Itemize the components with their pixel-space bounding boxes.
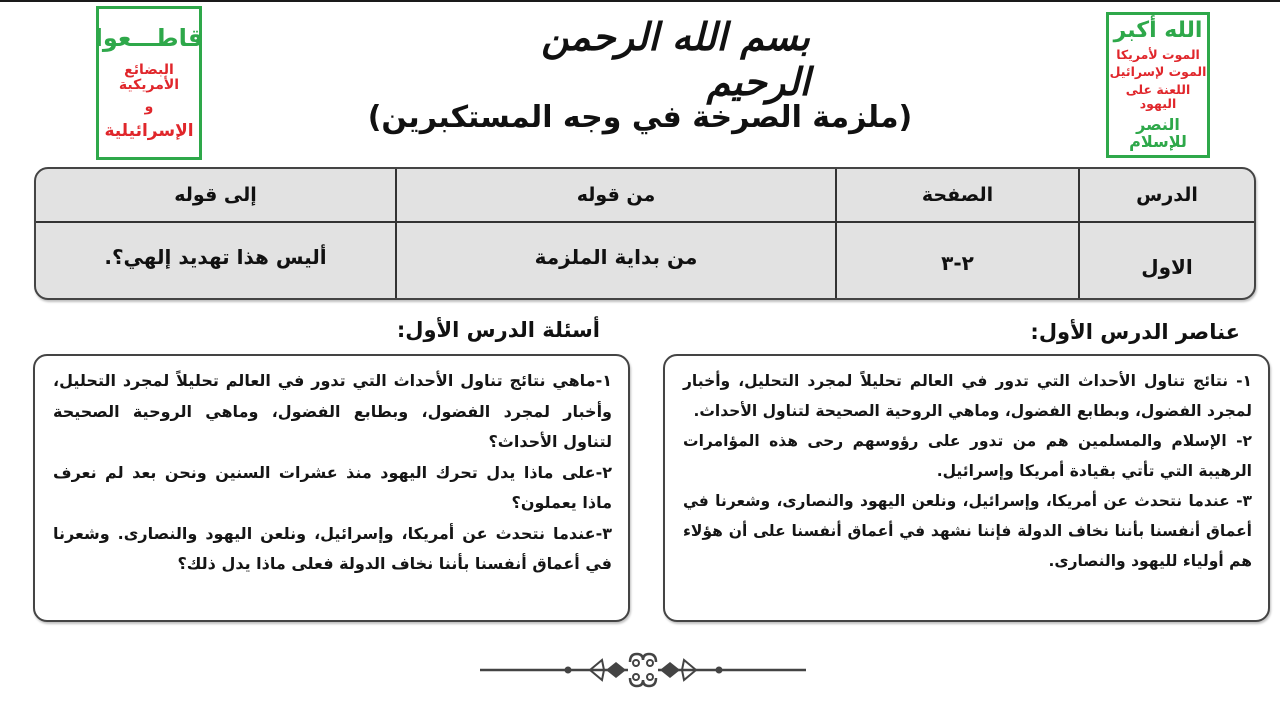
ornament-scroll-br [647,674,653,680]
lesson-info-table [34,167,1256,300]
lesson-questions-heading: أسئلة الدرس الأول: [396,318,600,342]
ornament-dot-left [565,667,572,674]
slogan-line: الله أكبر [1113,18,1203,44]
ornament-dot-right [716,667,723,674]
slogan-line: الإسرائيلية [104,120,194,141]
table-cell-lesson: الاول [1078,223,1254,298]
lesson-questions-box [33,354,630,622]
ornament-diamond-left [606,662,626,678]
list-item: ١- نتائج تناول الأحداث التي تدور في العالم تحليلاً لمجرد التحليل، وأخبار لمجرد الفضول، وبطابع الفضول، وماهي الروحية الصحيحة لتناول الأحداث. [683,372,1252,420]
slogan-box-right [1106,12,1210,158]
slogan-line: اللعنة على اليهود [1125,82,1191,111]
slogan-line: قاطـــعوا [94,24,204,53]
table-cell-from: من بداية الملزمة [395,223,835,298]
list-item: ٣- عندما نتحدث عن أمريكا، وإسرائيل، ونلعن اليهود والنصارى، وشعرنا في أعماق أنفسنا بأننا نخاف الدولة فإننا نشهد في أعماق أنفسنا على أن هؤلاء هم أولياء لليهود والنصارى. [683,492,1252,570]
lesson-elements-heading: عناصر الدرس الأول: [1030,320,1240,344]
ornament-scroll-tr [647,660,653,666]
table-cell-to: أليس هذا تهديد إلهي؟. [104,245,327,269]
document-title: (ملزمة الصرخة في وجه المستكبرين) [367,100,913,135]
slogan-line: البضائع الأمريكية [118,61,180,94]
list-item: ١-ماهي نتائج تناول الأحداث التي تدور في العالم تحليلاً لمجرد التحليل، وأخبار لمجرد الفضول، وبطابع الفضول، وماهي الروحية الصحيحة لتناول الأحداث؟ [53,371,612,451]
table-header-lesson: الدرس [1078,169,1254,223]
top-border-line [0,0,1280,2]
slogan-line: النصر للإسلام [1129,114,1187,152]
table-header-page: الصفحة [835,169,1078,223]
ornament-scroll-bl [633,674,639,680]
lesson-elements-box [663,354,1270,622]
slogan-box-left [96,6,202,160]
table-header-from: من قوله [395,169,835,223]
table-header-to: إلى قوله [36,169,395,223]
basmala-calligraphy: بسم الله الرحمن الرحيم [541,14,810,104]
slogan-line: و [144,98,154,115]
ornament-divider-icon [478,648,808,692]
ornament-diamond-right [660,662,680,678]
list-item: ٣-عندما نتحدث عن أمريكا، وإسرائيل، ونلعن اليهود والنصارى. وشعرنا في أعماق أنفسنا بأننا نخاف الدولة فعلى ماذا يدل ذلك؟ [53,523,612,573]
ornament-scroll-tl [633,660,639,666]
slogan-line: الموت لإسرائيل [1109,64,1207,80]
slogan-line: الموت لأمريكا [1116,46,1200,62]
list-item: ٢- الإسلام والمسلمين هم من تدور على رؤوسهم رحى هذه المؤامرات الرهيبة التي تأتي بقيادة أمريكا وإسرائيل. [683,432,1252,480]
list-item: ٢-على ماذا يدل تحرك اليهود منذ عشرات السنين ونحن بعد لم نعرف ماذا يعملون؟ [53,462,612,512]
table-cell-page: ٢-٣ [835,223,1078,298]
